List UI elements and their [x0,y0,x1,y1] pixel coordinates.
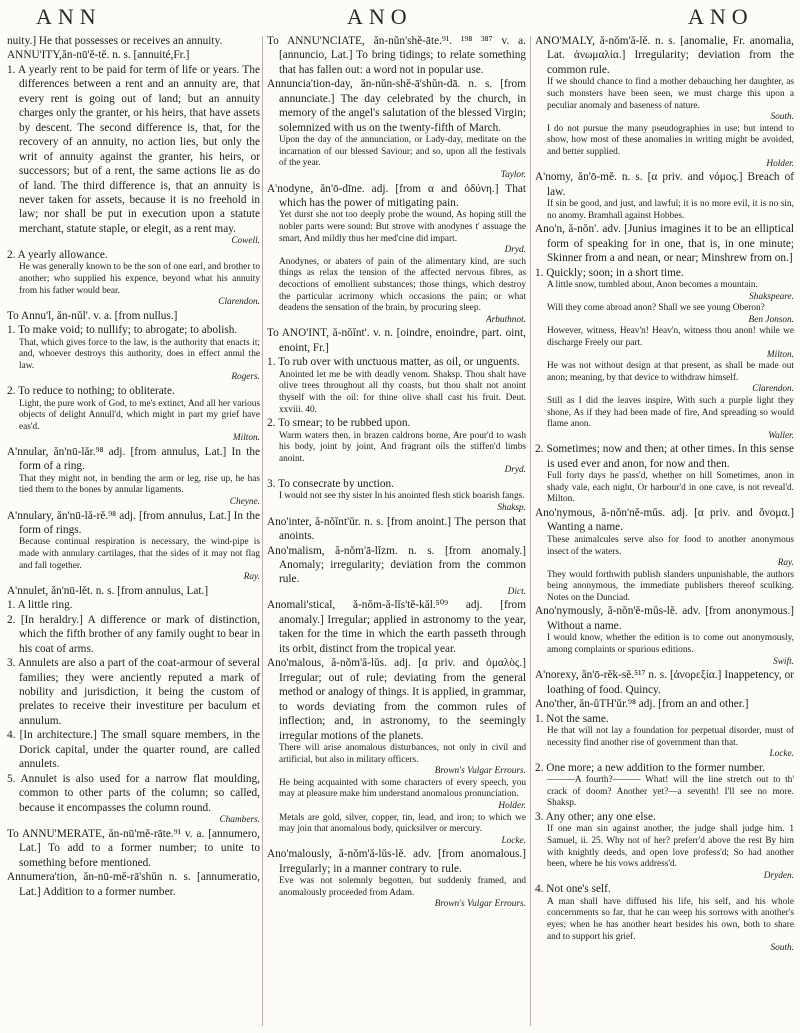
source-citation: Milton. [232,433,260,444]
entry-text: To Annu'l, ăn-nŭl'. v. a. [from nullus.] [7,309,178,322]
entry-text: Ano'nymously, ă-nŏn'ĕ-mŭs-lĕ. adv. [from anonymous.] Without a name. [535,605,794,632]
source-citation: Brown's Vulgar Errours. [434,766,526,777]
entry-text: 3. To consecrate by unction. [267,477,394,490]
quotation: A man shall have diffused his life, his self, and his whole concernments so far, that he can weep his sorrows with another's eyes; when he has another heart besides his own, both to share and to support his grief. [547,896,794,942]
quotation: Upon the day of the annunciation, or Lady-day, meditate on the incarnation of our blessed Saviour; and so, upon all the festivals of the year. [279,135,526,169]
entry-text: 2. [In heraldry.] A difference or mark of distinction, which the fifth brother of any family ought to bear in his coat of arms. [7,613,260,655]
entry-text: nuity.] He that possesses or receives an annuity. [7,35,223,47]
quotation: However, witness, Heav'n! Heav'n, witness thou anon! while we discharge Freely our part. [547,326,794,348]
quotation: Eve was not solemnly begotten, but suddenly framed, and anomalously proceeded from Adam. [279,876,526,898]
quotation: Metals are gold, silver, copper, tin, lead, and iron; to which we may join that anomalous body, quicksilver or mercury. [279,812,526,835]
entry-text: Ano'n, ă-nŏn'. adv. [Junius imagines it to be an elliptical form of speaking for in one, that is, in one minute; Skinner from a and nean, or near; Minshrew from on.] [535,223,794,265]
source-citation: Locke. [501,835,526,846]
entry-text: To ANNU'NCIATE, ăn-nŭn'shĕ-āte.⁹¹. ¹⁹⁸ ³⁸⁷ v. a. [annuncio, Lat.] To bring tidings; to relate something that has fallen out: a word not in popular use. [267,35,526,76]
source-citation: Ray. [777,558,794,569]
quotation: If sin be good, and just, and lawful; it is no more evil, it is no sin, no anomy. Bramhall against Hobbes. [547,199,794,221]
running-head-center: ANO [347,4,413,29]
entry-text: To ANNU'MERATE, ăn-nū'mĕ-rāte.⁹¹ v. a. [annumero, Lat.] To add to a former number; to unite to something before mentioned. [7,827,260,869]
entry-text: A'nomy, ăn'ō-mĕ. n. s. [α priv. and νόμος.] Breach of law. [535,171,794,198]
entry-text: Ano'ther, ăn-ŭTH'ŭr.⁹⁸ adj. [from an and other.] [535,698,749,711]
source-citation: Locke. [769,749,794,760]
entry-text: 2. To reduce to nothing; to obliterate. [7,385,175,398]
entry-text: Ano'malously, ă-nŏm'ă-lŭs-lĕ. adv. [from anomalous.] Irregularly; in a manner contrary to rule. [267,848,526,875]
entry-text: 1. Quickly; soon; in a short time. [535,266,684,279]
entry-text: 1. To rub over with unctuous matter, as oil, or unguents. [267,356,520,369]
source-citation: Ben Jonson. [748,314,794,325]
entry-text: 1. To make void; to nullify; to abrogate; to abolish. [7,324,238,337]
source-citation: Clarendon. [218,297,260,308]
source-citation: Swift. [773,656,794,667]
quotation: That they might not, in bending the arm or leg, rise up, he has tied them to the bones by annular ligaments. [19,473,260,496]
quotation: I would know, whether the edition is to come out anonymously, among complaints or spurious editions. [547,633,794,655]
source-citation: Shaksp. [497,503,526,513]
source-citation: Taylor. [500,169,526,180]
quotation: Yet durst she not too deeply probe the wound, As hoping still the nobler parts were sound: But strove with anodynes t' assuage the smart, And mildly thus her med'cine did impart. [279,210,526,244]
entry-text: 1. A yearly rent to be paid for term of life or years. The differences between a rent and an annuity are, that every rent is going out of land; but an annuity charges only the granter, or his heirs, that have assets by descent. The second difference is, that, for the recovery of an annuity, no action lies, but only the writ of annuity against the granter, his heirs, or successors; but of a rent, the same actions lie as do of land. The third difference is, that an annuity is never taken for assets, because it is no freehold in law; nor shall be put in execution upon a statute merchant, statute staple, or elegit, as a rent may. [7,63,260,235]
entry-text: A'nnular, ăn'nū-lăr.⁹⁸ adj. [from annulus, Lat.] In the form of a ring. [7,445,260,473]
entry-text: A'nodyne, ăn'ō-dīne. adj. [from α and ὀδύνη.] That which has the power of mitigating pain. [267,182,526,209]
source-citation: Dryden. [763,870,794,881]
entry-text: 2. To smear; to be rubbed upon. [267,417,411,430]
quotation: Because continual respiration is necessary, the wind-pipe is made with annulary cartilages, that the sides of it may not flag and fall together. [19,537,260,571]
source-citation: Waller. [768,430,794,441]
source-citation: Dryd. [504,465,526,476]
column-1 [7,34,260,1029]
quotation: Anodynes, or abaters of pain of the alimentary kind, are such things as relax the tension of the affected nervous fibres, as decoctions of emollient substances; those things, which destroy the particular acrimony which occasions the pain; or what deadens the sensation of the brain, by procuring sleep. [279,256,526,314]
source-citation: Shakspeare. [749,291,794,302]
source-citation: Brown's Vulgar Errours. [434,899,526,910]
quotation: That, which gives force to the law, is the authority that enacts it; and, whoever destroys this authority, does in effect annul the law. [19,337,260,371]
quotation: I would not see thy sister In his anointed flesh stick boarish fangs. [279,491,525,502]
source-citation: Milton. [766,349,794,360]
source-citation: Cheyne. [229,496,260,507]
entry-text: Anomali'stical, ă-nŏm-ă-lĭs'tĕ-kăl.⁵⁰⁹ adj. [from anomaly.] Irregular; applied in astronomy to the year, taken for the time in which the earth passeth through its orbit, distinct from the tropical year. [267,599,526,655]
source-citation: Dict. [507,586,526,597]
entry-text: Annumera'tion, ăn-nū-mĕ-rā'shŭn n. s. [annumeratio, Lat.] Addition to a former number. [7,871,260,898]
quotation: He that will not lay a foundation for perpetual disorder, must of necessity find another rise of government than that. [547,725,794,748]
entry-text: Ano'malous, ă-nŏm'ă-lŭs. adj. [α priv. and ὁμαλὸς.] Irregular; out of rule; deviating from the general method or analogy of things. It is applied, in grammar, to words deviating from the common rules of inflection; and, in astronomy, to the seemingly irregular motions of the planets. [267,657,526,742]
quotation: ———A fourth?——— What! will the line stretch out to th' crack of doom? Another yet?—a seventh! I'll see no more. Shaksp. [547,775,794,809]
entry-text: 2. A yearly allowance. [7,248,108,261]
entry-text: Ano'malism, ă-nŏm'ā-lĭzm. n. s. [from anomaly.] Anomaly; irregularity; deviation from the common rule. [267,544,526,586]
quotation: He being acquainted with some characters of every speech, you may at pleasure make him understand anomalous pronunciation. [279,777,526,800]
quotation: They would forthwith publish slanders unpunishable, the authors being anonymous, the immediate publishers thereof sculking. Notes on the Dunciad. [547,569,794,603]
entry-text: 3. Annulets are also a part of the coat-armour of several families; they were anciently reputed a mark of nobility and jurisdiction, it being the custom of prelates to receive their investiture per baculum et annulum. [7,657,260,727]
quotation: Warm waters then, in brazen caldrons borne, Are pour'd to wash his body, joint by joint, And fragrant oils the stiffen'd limbs anoint. [279,430,526,464]
entry-text: A'nnulet, ăn'nū-lĕt. n. s. [from annulus, Lat.] [7,584,209,597]
source-citation: Arbuthnot. [485,314,526,325]
entry-text: 4. Not one's self. [535,883,611,896]
quotation: If one man sin against another, the judge shall judge him. 1 Samuel, ii. 25. Why not of her? preferr'd above the rest By him with knightly deeds, and open love profess'd; So had another been, where he his vows address'd. [547,824,794,870]
source-citation: Clarendon. [752,384,794,395]
quotation: Anointed let me be with deadly venom. Shaksp. Thou shalt have olive trees throughout all thy coasts, but thou shalt not anoint thyself with the oil: for thine olive shall cast his fruit. Deut. xxviii. 40. [279,369,526,415]
entry-text: A'nnulary, ăn'nū-lă-rĕ.⁹⁸ adj. [from annulus, Lat.] In the form of rings. [7,509,260,537]
entry-text: 4. [In architecture.] The small square members, in the Dorick capital, under the quarter round, are called annulets. [7,729,260,771]
source-citation: Holder. [498,800,526,811]
source-citation: Ray. [243,572,260,583]
source-citation: Dryd. [504,245,526,256]
entry-text: 3. Any other; any one else. [535,811,656,823]
source-citation: South. [770,943,794,954]
column-3 [535,34,794,1029]
entry-text: A'norexy, ăn'ō-rĕk-sĕ.⁵¹⁷ n. s. [ἀνορεξία.] Inappetency, or loathing of food. Quincy. [535,669,794,696]
quotation: Full forty days he pass'd, whether on hill Sometimes, anon in shady vale, each night, Or harbour'd in one cave, is not reveal'd. Milton. [547,471,794,505]
entry-text: Ano'nymous, ă-nŏn'nĕ-mŭs. adj. [α priv. and ὄνομα.] Wanting a name. [535,507,794,534]
entry-text: Annuncia'tion-day, ăn-nŭn-shĕ-ā'shŭn-dā. n. s. [from annunciate.] The day celebrated by the church, in memory of the angel's salutation of the blessed Virgin; solemnized with us on the twenty-fifth of March. [267,78,526,134]
quotation: I do not pursue the many pseudographies in use; but intend to show, how most of these anomalies in writing might be avoided, and better supplied. [547,123,794,157]
running-head-right: ANO [688,4,754,29]
dictionary-columns [0,34,800,1029]
entry-text: 1. Not the same. [535,712,609,725]
entry-text: 1. A little ring. [7,599,73,612]
entry-text: 5. Annulet is also used for a narrow flat moulding, common to other parts of the column; so called, because it encompasses the column round. [7,772,260,814]
quotation: He was not without design at that present, as shall be made out anon; meaning, by that device to withdraw himself. [547,361,794,383]
source-citation: Cowell. [231,236,260,247]
entry-text: 2. One more; a new addition to the former number. [535,761,765,774]
source-citation: Chambers. [219,815,260,826]
source-citation: Holder. [766,158,794,169]
quotation: Will they come abroad anon? Shall we see young Oberon? [547,303,765,314]
source-citation: Rogers. [231,372,260,383]
quotation: There will arise anomalous disturbances, not only in civil and artificial, but also in military officers. [279,742,526,765]
page-header [0,0,800,34]
entry-text: ANO'MALY, ă-nŏm'ă-lĕ. n. s. [anomalie, Fr. anomalia, Lat. ἀνωμαλία.] Irregularity; deviation from the common rule. [535,35,794,76]
quotation: These animalcules serve also for food to another anonymous insect of the waters. [547,534,794,557]
column-2 [267,34,526,1029]
source-citation: South. [770,112,794,123]
quotation: A little snow, tumbled about, Anon becomes a mountain. [547,280,758,291]
entry-text: To ANO'INT, ă-nŏĭnt'. v. n. [oindre, enoindre, part. oint, enoint, Fr.] [267,327,526,354]
entry-text: ANNU'ITY,ăn-nū'ĕ-tĕ. n. s. [annuité,Fr.] [7,49,190,62]
quotation: He was generally known to be the son of one earl, and brother to another; who supplied his expence, beyond what his annuity from his father would bear. [19,262,260,296]
quotation: Light, the pure work of God, to me's extinct, And all her various objects of delight Annull'd, which might in part my grief have eas'd. [19,398,260,432]
entry-text: 2. Sometimes; now and then; at other times. In this sense is used ever and anon, for now and then. [535,443,794,470]
entry-text: Ano'inter, ă-nŏĭnt'ŭr. n. s. [from anoint.] The person that anoints. [267,515,526,543]
running-head-left: ANN [36,4,102,29]
quotation: Still as I did the leaves inspire, With such a purple light they shone, As if they had been made of fire, And spreading so would flame anon. [547,395,794,430]
quotation: If we should chance to find a mother debauching her daughter, as such monsters have been seen, we must charge this upon a peculiar anomaly and baseness of nature. [547,77,794,111]
